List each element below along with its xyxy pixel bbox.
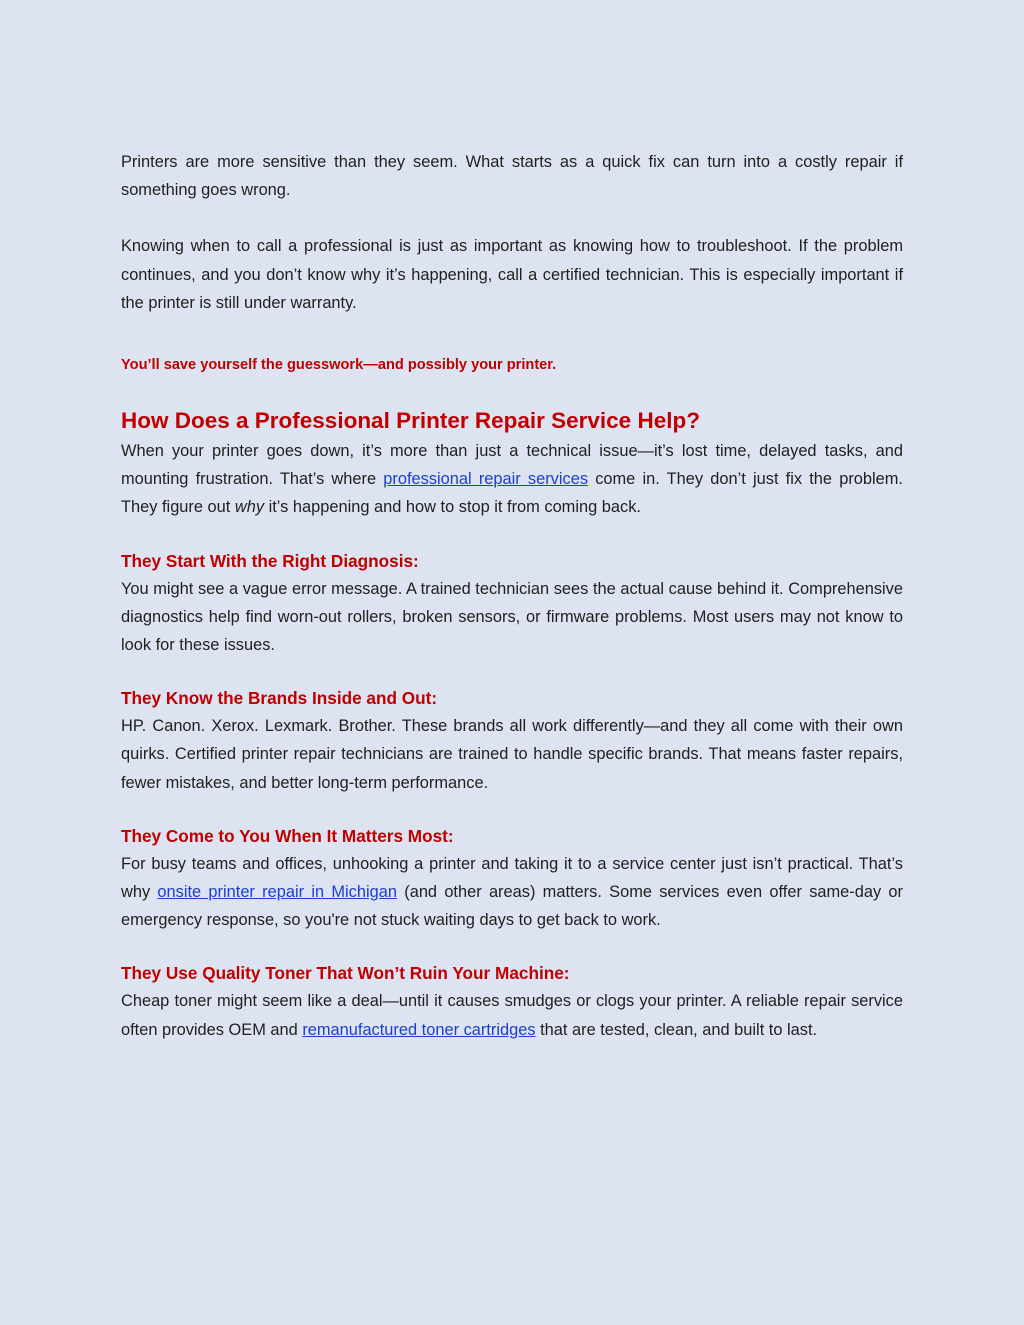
main-text-before-link: When your printer goes down, it’s more than just a technical issue—it’s lost time, delayed tasks, and mounting frustration. That’s where: [121, 442, 903, 489]
onsite-printer-repair-link[interactable]: onsite printer repair in Michigan: [157, 883, 397, 902]
intro-paragraph-1: Printers are more sensitive than they seem. What starts as a quick fix can turn into a costly repair if something goes wrong.: [121, 153, 903, 200]
onsite-text-before-link: For busy teams and offices, unhooking a printer and taking it to a service center just isn’t practical. That’s why: [121, 854, 903, 902]
intro-paragraph-2: Knowing when to call a professional is just as important as knowing how to troubleshoot. If the problem continues, and you don’t know why it’s happening, call a certified technician. This is especially important if the printer is still under warranty.: [121, 237, 903, 312]
diagnosis-heading: They Start With the Right Diagnosis:: [121, 550, 419, 571]
main-text-after-link: come in. They don’t just fix the problem. They figure out: [121, 470, 903, 517]
main-emphasis: why: [234, 498, 265, 517]
brands-paragraph: HP. Canon. Xerox. Lexmark. Brother. These brands all work differently—and they all come with their own quirks. Certified printer repair technicians are trained to handle specific brands. That means faster repairs, fewer mistakes, and better long-term performance.: [121, 717, 903, 792]
document-page: [121, 148, 903, 1044]
main-paragraph: [121, 437, 903, 522]
diagnosis-paragraph: You might see a vague error message. A trained technician sees the actual cause behind it. Comprehensive diagnostics help find worn-out rollers, broken sensors, or firmware problems. Most users may not know to look for these issues.: [121, 579, 903, 655]
onsite-text-after-link: (and other areas) matters. Some services even offer same-day or emergency response, so you're not stuck waiting days to get back to work.: [121, 883, 904, 930]
toner-heading: They Use Quality Toner That Won’t Ruin Your Machine:: [121, 963, 570, 984]
onsite-paragraph: [121, 850, 903, 935]
callout-text: You’ll save yourself the guesswork—and possibly your printer.: [121, 357, 557, 374]
toner-text-before-link: Cheap toner might seem like a deal—until it causes smudges or clogs your printer. A reliable repair service often provides OEM and: [121, 992, 903, 1039]
remanufactured-toner-link[interactable]: remanufactured toner cartridges: [302, 1020, 536, 1039]
brands-heading: They Know the Brands Inside and Out:: [121, 688, 438, 709]
main-heading: How Does a Professional Printer Repair Service Help?: [121, 408, 700, 434]
onsite-heading: They Come to You When It Matters Most:: [121, 825, 454, 846]
toner-text-after-link: that are tested, clean, and built to last.: [535, 1020, 818, 1039]
professional-repair-services-link[interactable]: professional repair services: [383, 470, 589, 489]
toner-paragraph: [121, 987, 903, 1043]
main-text-end: it’s happening and how to stop it from coming back.: [264, 498, 641, 517]
